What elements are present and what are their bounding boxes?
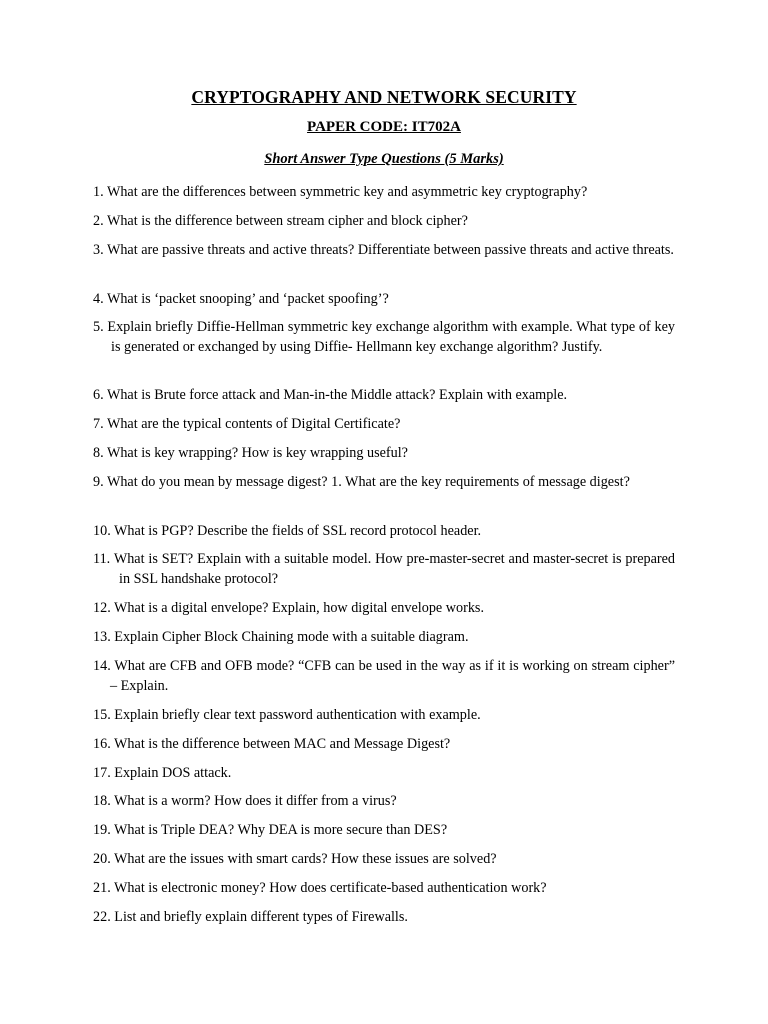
question-number: 8. (93, 445, 107, 461)
paper-code: PAPER CODE: IT702A (307, 119, 461, 135)
question-number: 6. (93, 387, 107, 403)
question-text: What is electronic money? How does certificate-based authentication work? (114, 880, 547, 896)
question-item (93, 550, 675, 589)
question-item (93, 241, 675, 261)
question-number: 11. (93, 551, 114, 567)
question-text: What is SET? Explain with a suitable model. How pre-master-secret and master-secret is prepared in SSL handshake protocol? (113, 551, 675, 587)
question-item (93, 290, 675, 310)
question-text: Explain Cipher Block Chaining mode with a suitable diagram. (114, 629, 469, 645)
question-text: What are CFB and OFB mode? “CFB can be used in the way as if it is working on stream cipher” – Explain. (110, 658, 675, 694)
section-heading: Short Answer Type Questions (5 Marks) (264, 151, 504, 167)
question-number: 2. (93, 213, 107, 229)
question-text: Explain briefly Diffie-Hellman symmetric key exchange algorithm with example. What type of key is generated or exchanged by using Diffie- Hellmann key exchange algorithm? Justify. (107, 319, 676, 355)
question-text: What are passive threats and active threats? Differentiate between passive threats and active threats. (106, 242, 674, 258)
question-text: What do you mean by message digest? 1. What are the key requirements of message digest? (106, 474, 630, 490)
question-number: 1. (93, 184, 107, 200)
question-text: What is a worm? How does it differ from a virus? (114, 793, 397, 809)
question-item (93, 415, 675, 435)
question-number: 16. (93, 736, 115, 752)
question-item (93, 821, 675, 841)
question-text: What is a digital envelope? Explain, how digital envelope works. (114, 600, 484, 616)
question-item (93, 183, 675, 203)
question-text: What is the difference between MAC and Message Digest? (114, 736, 451, 752)
question-text: What are the issues with smart cards? How these issues are solved? (114, 851, 497, 867)
question-item (93, 706, 675, 726)
question-item (93, 735, 675, 755)
question-item (93, 473, 675, 493)
question-item (93, 850, 675, 870)
question-item (93, 628, 675, 648)
question-item (93, 792, 675, 812)
question-number: 3. (93, 242, 107, 258)
question-number: 18. (93, 793, 115, 809)
question-number: 20. (93, 851, 115, 867)
question-number: 5. (93, 319, 108, 335)
question-item (93, 212, 675, 232)
question-number: 12. (93, 600, 115, 616)
question-text: What are the typical contents of Digital Certificate? (106, 416, 401, 432)
question-item (93, 657, 675, 696)
question-number: 17. (93, 765, 115, 781)
question-text: Explain briefly clear text password authentication with example. (114, 707, 481, 723)
question-text: What is ‘packet snooping’ and ‘packet spoofing’? (106, 291, 389, 307)
question-text: What is Triple DEA? Why DEA is more secure than DES? (114, 822, 448, 838)
question-number: 7. (93, 416, 107, 432)
question-number: 14. (93, 658, 115, 674)
question-number: 19. (93, 822, 115, 838)
question-number: 21. (93, 880, 115, 896)
question-text: What is PGP? Describe the fields of SSL record protocol header. (114, 523, 482, 539)
question-item (93, 879, 675, 899)
question-number: 4. (93, 291, 107, 307)
question-text: What is the difference between stream cipher and block cipher? (106, 213, 468, 229)
question-text: Explain DOS attack. (114, 765, 232, 781)
question-item (93, 908, 675, 928)
document-title: CRYPTOGRAPHY AND NETWORK SECURITY (191, 87, 577, 107)
question-item (93, 599, 675, 619)
question-number: 10. (93, 523, 115, 539)
question-text: What is key wrapping? How is key wrapping useful? (106, 445, 408, 461)
question-item (93, 764, 675, 784)
question-number: 22. (93, 909, 115, 925)
question-item (93, 386, 675, 406)
question-item (93, 318, 675, 357)
question-item (93, 522, 675, 542)
question-number: 15. (93, 707, 115, 723)
question-item (93, 444, 675, 464)
question-text: List and briefly explain different types of Firewalls. (114, 909, 408, 925)
question-text: What are the differences between symmetric key and asymmetric key cryptography? (106, 184, 588, 200)
question-text: What is Brute force attack and Man-in-the Middle attack? Explain with example. (106, 387, 568, 403)
question-number: 9. (93, 474, 107, 490)
question-number: 13. (93, 629, 115, 645)
